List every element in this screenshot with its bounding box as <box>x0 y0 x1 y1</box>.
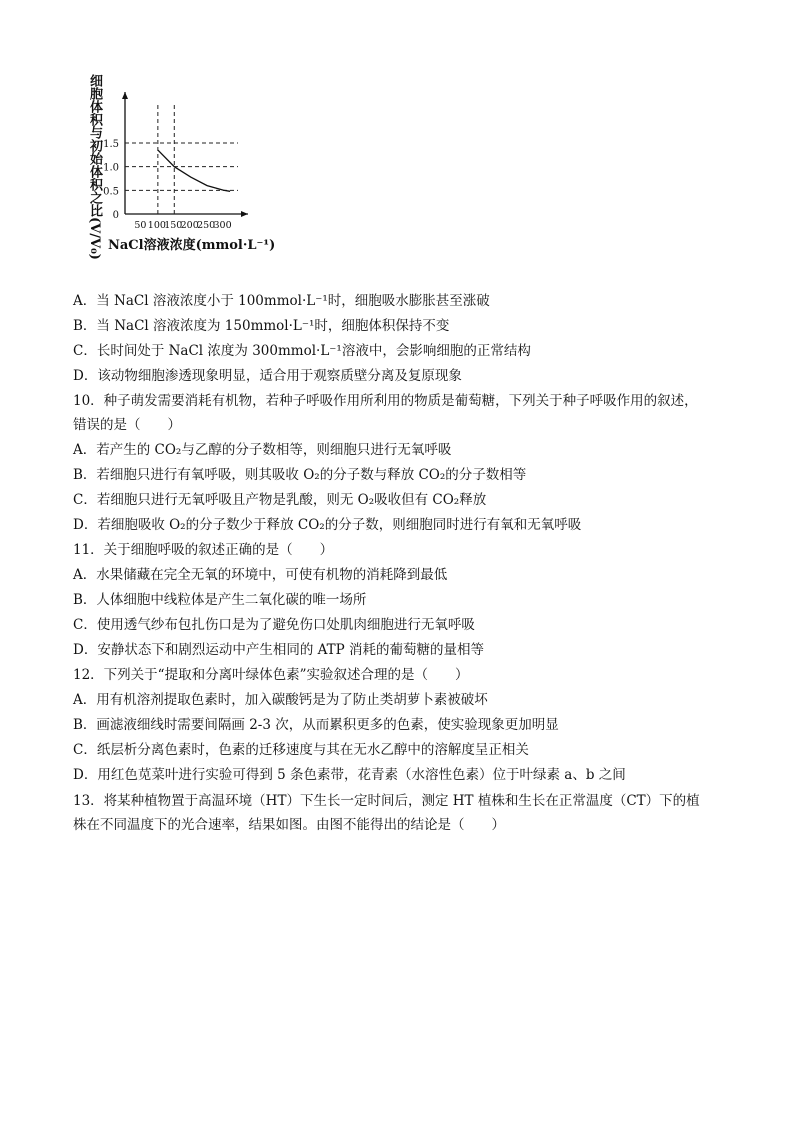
y-tick-label-0: 0 <box>112 210 119 221</box>
x-tick-label-4: 250 <box>197 220 216 231</box>
question-12-stem: 12．下列关于“提取和分离叶绿体色素”实验叙述合理的是（ ） <box>73 667 469 683</box>
y-tick-label-3: 1.5 <box>103 139 119 150</box>
question-10-stem: 10．种子萌发需要消耗有机物，若种子呼吸作用所利用的物质是葡萄糖，下列关于种子呼吸作用的叙述， <box>73 393 698 409</box>
option-10b: B．若细胞只进行有氧呼吸，则其吸收 O₂的分子数与释放 CO₂的分子数相等 <box>73 467 527 483</box>
option-12b: B．画滤液细线时需要间隔画 2-3 次，从而累积更多的色素，使实验现象更加明显 <box>73 717 559 733</box>
x-tick-label-3: 200 <box>180 220 199 231</box>
option-9b: B．当 NaCl 溶液浓度为 150mmol·L⁻¹时，细胞体积保持不变 <box>73 318 450 334</box>
question-13-stem: 13．将某种植物置于高温环境（HT）下生长一定时间后，测定 HT 植株和生长在正常温度（CT）下的植 <box>73 793 700 809</box>
x-axis-arrow <box>241 211 248 217</box>
option-11a: A．水果储藏在完全无氧的环境中，可使有机物的消耗降到最低 <box>73 567 448 583</box>
option-11b: B．人体细胞中线粒体是产生二氧化碳的唯一场所 <box>73 592 367 608</box>
option-9a: A．当 NaCl 溶液浓度小于 100mmol·L⁻¹时，细胞吸水膨胀甚至涨破 <box>73 293 490 309</box>
x-tick-label-2: 150 <box>164 220 183 231</box>
x-tick-label-0: 50 <box>134 220 147 231</box>
x-tick-label-5: 300 <box>213 220 232 231</box>
y-axis-arrow <box>122 92 128 99</box>
y-tick-label-2: 1.0 <box>103 162 119 174</box>
option-11d: D．安静状态下和剧烈运动中产生相同的 ATP 消耗的葡萄糖的量相等 <box>73 642 485 658</box>
chart-ylabel: 细胞体积与初始体积之比(V/V₀) <box>87 74 102 260</box>
chart-xlabel: NaCl溶液浓度(mmol·L⁻¹) <box>108 238 276 253</box>
question-10-stem-cont: 错误的是（ ） <box>73 417 181 433</box>
option-12c: C．纸层析分离色素时，色素的迁移速度与其在无水乙醇中的溶解度呈正相关 <box>73 742 529 758</box>
option-10a: A．若产生的 CO₂与乙醇的分子数相等，则细胞只进行无氧呼吸 <box>73 442 452 458</box>
option-10c: C．若细胞只进行无氧呼吸且产物是乳酸，则无 O₂吸收但有 CO₂释放 <box>73 492 487 508</box>
volume-ratio-curve <box>158 150 230 191</box>
option-9c: C．长时间处于 NaCl 浓度为 300mmol·L⁻¹溶液中，会影响细胞的正常结构 <box>73 343 531 359</box>
option-12d: D．用红色苋菜叶进行实验可得到 5 条色素带，花青素（水溶性色素）位于叶绿素 a、b 之间 <box>73 767 626 783</box>
option-11c: C．使用透气纱布包扎伤口是为了避免伤口处肌肉细胞进行无氧呼吸 <box>73 617 475 633</box>
x-tick-label-1: 100 <box>147 220 166 231</box>
option-12a: A．用有机溶剂提取色素时，加入碳酸钙是为了防止类胡萝卜素被破坏 <box>73 692 488 708</box>
option-10d: D．若细胞吸收 O₂的分子数少于释放 CO₂的分子数，则细胞同时进行有氧和无氧呼吸 <box>73 517 582 533</box>
option-9d: D．该动物细胞渗透现象明显，适合用于观察质壁分离及复原现象 <box>73 368 462 384</box>
y-tick-label-1: 0.5 <box>103 186 119 198</box>
question-11-stem: 11．关于细胞呼吸的叙述正确的是（ ） <box>73 542 334 558</box>
question-13-stem-cont: 株在不同温度下的光合速率，结果如图。由图不能得出的结论是（ ） <box>73 817 505 833</box>
